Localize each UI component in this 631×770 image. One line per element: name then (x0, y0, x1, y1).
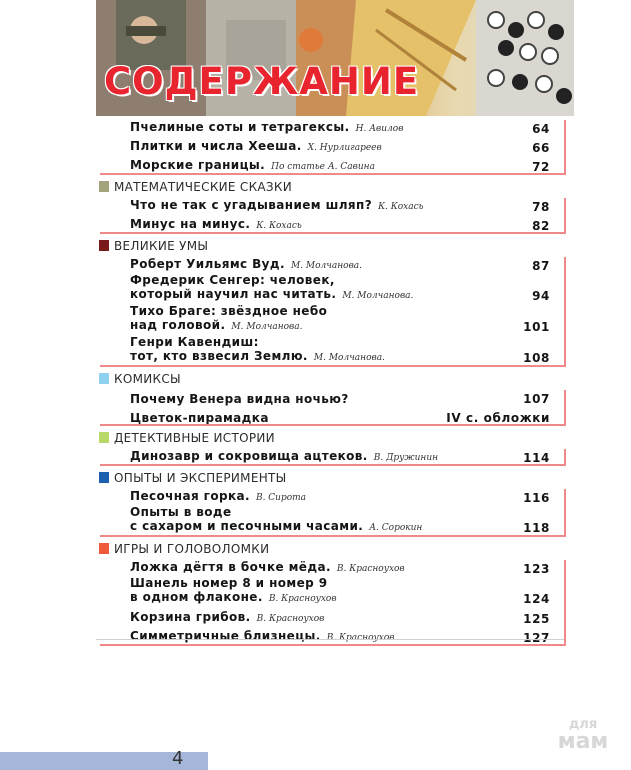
entry-author: А. Сорокин (369, 523, 423, 533)
page-number: 4 (172, 748, 184, 769)
entry-author: Н. Авилов (355, 124, 404, 134)
entry-page: 94 (532, 289, 550, 303)
entry-page: 114 (523, 451, 550, 465)
toc-entry[interactable] (96, 558, 566, 577)
entry-author: В. Сирота (255, 493, 307, 503)
toc-group-items (96, 255, 566, 367)
entry-page: 108 (523, 351, 550, 365)
entry-author: В. Красноухов (336, 564, 405, 574)
entry-page: 78 (532, 200, 550, 214)
entry-page: 72 (532, 160, 550, 174)
toc-entry[interactable] (96, 156, 566, 175)
toc-group (96, 539, 566, 646)
entry-title: Плитки и числа Хееша. Х. Нурлигареев (130, 139, 382, 153)
toc-entry[interactable] (96, 447, 566, 466)
entry-page: 64 (532, 122, 550, 136)
section-color-swatch (99, 181, 109, 192)
toc-group (96, 468, 566, 537)
entry-title-cont: с сахаром и песочными часами. А. Сорокин (130, 519, 423, 533)
toc-group-items (96, 447, 566, 466)
entry-title: Что не так с угадыванием шляп? К. Кохась (130, 198, 424, 212)
entry-author: Х. Нурлигареев (307, 143, 382, 153)
toc-group (96, 118, 566, 175)
entry-title: Фредерик Сенгер: человек, (130, 273, 335, 287)
toc-entry[interactable] (96, 118, 566, 137)
entry-page: 125 (523, 612, 550, 626)
entry-page: IV с. обложки (446, 411, 550, 425)
entry-title-cont: тот, кто взвесил Землю. М. Молчанова. (130, 349, 385, 363)
toc-group-items (96, 558, 566, 646)
entry-title: Минус на минус. К. Кохась (130, 217, 302, 231)
entry-title: Пчелиные соты и тетрагексы. Н. Авилов (130, 120, 404, 134)
section-color-swatch (99, 373, 109, 384)
toc-group (96, 428, 566, 466)
entry-title: Ложка дёгтя в бочке мёда. В. Красноухов (130, 560, 405, 574)
entry-title: Песочная горка. В. Сирота (130, 489, 307, 503)
entry-page: 124 (523, 592, 550, 606)
entry-title: Опыты в воде (130, 505, 232, 519)
toc-entry[interactable] (96, 407, 566, 426)
entry-author: В. Красноухов (256, 614, 325, 624)
watermark-logo (545, 718, 621, 753)
section-heading: МАТЕМАТИЧЕСКИЕ СКАЗКИ (96, 177, 566, 196)
watermark-bottom: мам (557, 729, 609, 754)
entry-author: М. Молчанова. (231, 322, 303, 332)
toc-group (96, 177, 566, 234)
entry-title: Почему Венера видна ночью? (130, 392, 349, 406)
entry-title: Симметричные близнецы. В. Красноухов (130, 629, 395, 643)
toc-entry[interactable] (96, 608, 566, 627)
toc-entry[interactable] (96, 627, 566, 646)
section-heading: КОМИКСЫ (96, 369, 566, 388)
header-illustration (96, 0, 574, 116)
section-color-swatch (99, 472, 109, 483)
entry-page: 82 (532, 219, 550, 233)
section-heading: ВЕЛИКИЕ УМЫ (96, 236, 566, 255)
entry-title: Генри Кавендиш: (130, 335, 259, 349)
entry-page: 116 (523, 491, 550, 505)
entry-author: М. Молчанова. (290, 261, 363, 271)
entry-author: В. Красноухов (326, 633, 395, 643)
toc-entry[interactable] (96, 336, 566, 367)
page-title: СОДЕРЖАНИЕ (104, 60, 420, 103)
section-heading: ДЕТЕКТИВНЫЕ ИСТОРИИ (96, 428, 566, 447)
entry-title-cont: который научил нас читать. М. Молчанова. (130, 287, 414, 301)
section-color-swatch (99, 240, 109, 251)
toc-group-items (96, 118, 566, 175)
toc-group (96, 236, 566, 367)
entry-author: М. Молчанова. (342, 291, 414, 301)
entry-page: 66 (532, 141, 550, 155)
entry-author: М. Молчанова. (313, 353, 385, 363)
toc-group-items (96, 487, 566, 537)
toc-entry[interactable] (96, 255, 566, 274)
entry-title: Морские границы. По статье А. Савина (130, 158, 375, 172)
entry-title-cont: в одном флаконе. В. Красноухов (130, 590, 337, 604)
entry-title: Тихо Браге: звёздное небо (130, 304, 328, 318)
toc-entry[interactable] (96, 487, 566, 506)
toc-entry[interactable] (96, 577, 566, 608)
toc-entry[interactable] (96, 215, 566, 234)
watermark-top: для (568, 717, 598, 732)
section-color-swatch (99, 543, 109, 554)
toc-group-items (96, 196, 566, 234)
bottom-divider (96, 639, 564, 640)
entry-author: По статье А. Савина (271, 162, 375, 172)
toc-entry[interactable] (96, 196, 566, 215)
toc-entry[interactable] (96, 506, 566, 537)
section-heading: ОПЫТЫ И ЭКСПЕРИМЕНТЫ (96, 468, 566, 487)
toc-entry[interactable] (96, 305, 566, 336)
entry-title: Корзина грибов. В. Красноухов (130, 610, 325, 624)
entry-author: В. Красноухов (268, 594, 337, 604)
entry-title: Динозавр и сокровища ацтеков. В. Дружинин (130, 449, 439, 463)
toc-entry[interactable] (96, 137, 566, 156)
toc-group-items (96, 388, 566, 426)
entry-page: 127 (523, 631, 550, 645)
table-of-contents (96, 118, 566, 646)
toc-group (96, 369, 566, 426)
entry-page: 118 (523, 521, 550, 535)
toc-entry[interactable] (96, 388, 566, 407)
entry-title: Шанель номер 8 и номер 9 (130, 576, 328, 590)
entry-title: Цветок-пирамадка (130, 411, 269, 425)
entry-title-cont: над головой. М. Молчанова. (130, 318, 303, 332)
entry-author: К. Кохась (378, 202, 424, 212)
entry-title: Роберт Уильямс Вуд. М. Молчанова. (130, 257, 363, 271)
entry-page: 123 (523, 562, 550, 576)
section-heading: ИГРЫ И ГОЛОВОЛОМКИ (96, 539, 566, 558)
entry-page: 101 (523, 320, 550, 334)
entry-author: К. Кохась (256, 221, 302, 231)
entry-page: 87 (532, 259, 550, 273)
entry-page: 107 (523, 392, 550, 406)
entry-author: В. Дружинин (373, 453, 439, 463)
toc-entry[interactable] (96, 274, 566, 305)
section-color-swatch (99, 432, 109, 443)
